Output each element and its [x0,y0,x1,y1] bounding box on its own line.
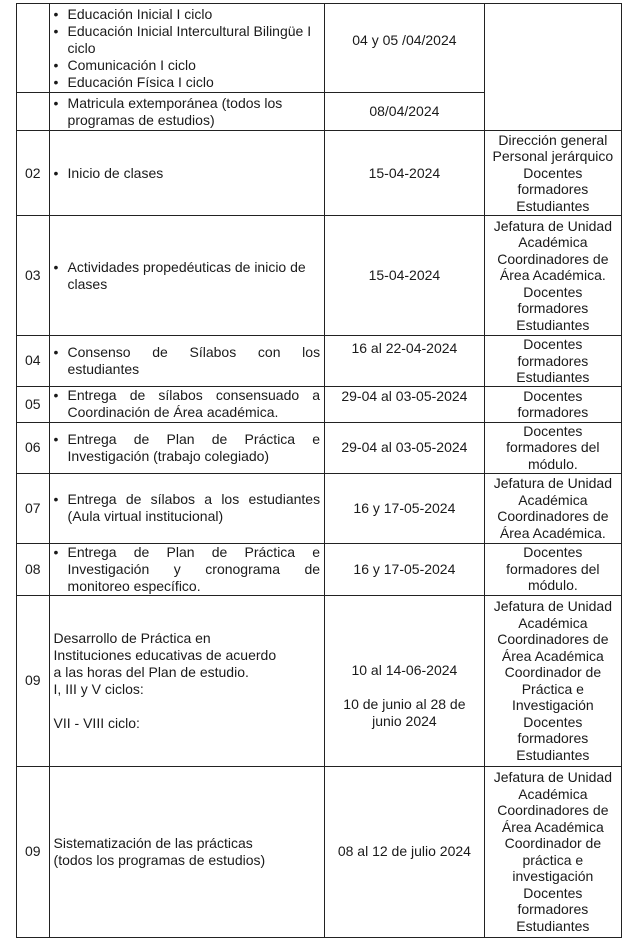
responsible-line: formadores [517,352,589,369]
table-row [17,336,622,387]
activity-cell [49,216,325,336]
responsible-line: Estudiantes [516,197,590,214]
row-number: 07 [17,473,50,543]
activity-cell [49,422,325,473]
date-cell: 16 y 17-05-2024 [325,543,485,595]
responsible-line: Académica [518,614,588,631]
activity-cell [49,386,325,422]
responsible-line: Estudiantes [516,316,590,333]
activity-line: VII - VIII ciclo: [53,714,140,731]
responsible-line: Coordinadores de [497,631,609,647]
table-row [17,595,622,766]
responsible-cell [484,595,621,766]
activity-item: • Entrega de sílabos a los estudiantes (Aula virtual institucional) [54,491,321,525]
responsible-cell [484,336,621,387]
activity-cell [49,543,325,595]
activity-line: I, III y V ciclos: [53,680,144,697]
table-row [17,216,622,336]
activity-cell [49,336,325,387]
date-cell: 16 y 17-05-2024 [325,473,485,543]
table-row [17,473,622,543]
schedule-table [16,3,622,938]
activity-cell [49,93,325,131]
responsible-line: Docentes [523,713,583,730]
responsible-line: Investigación [511,697,594,713]
table-row [17,4,622,93]
responsible-line: Coordinador de [504,835,602,851]
responsible-line: Jefatura de Unidad [493,769,612,785]
responsible-line: Coordinadores de [497,250,609,267]
activity-line: Instituciones educativas de acuerdo [53,646,277,663]
responsible-cell [484,422,621,473]
activity-item: • Educación Inicial Intercultural Bilingüe I ciclo [54,23,321,57]
responsible-line: Docentes [523,336,583,352]
responsible-line: práctica e [522,851,584,868]
activity-item: • Entrega de sílabos consensuado a Coordinación de Área académica. [54,387,321,421]
responsible-line: Jefatura de Unidad [493,217,612,234]
row-number [17,93,50,131]
responsible-line: Estudiantes [516,917,590,934]
responsible-line: formadores [517,300,589,317]
responsible-line: Jefatura de Unidad [493,598,612,614]
responsible-line: Académica [518,491,588,508]
responsible-cell [484,386,621,422]
activity-item: • Educación Física I ciclo [54,74,321,91]
responsible-line: Área Académica. [499,267,606,284]
activity-cell [49,4,325,93]
responsible-line: Estudiantes [516,746,590,763]
responsible-line: Área Académica. [499,524,606,541]
responsible-cell [484,4,621,131]
row-number: 04 [17,336,50,387]
responsible-cell [484,543,621,595]
responsible-line: Docentes [523,164,583,181]
date-cell: 08/04/2024 [325,93,485,131]
responsible-line: formadores [517,730,589,746]
table-row [17,131,622,216]
row-number: 05 [17,386,50,422]
responsible-line: Jefatura de Unidad [493,475,612,491]
date-cell: 04 y 05 /04/2024 [325,4,485,93]
responsible-line: Docentes [523,544,583,561]
responsible-line: Dirección general [498,131,608,148]
responsible-cell [484,216,621,336]
activity-item: • Inicio de clases [54,165,321,182]
responsible-line: Académica [518,785,588,802]
row-number [17,4,50,93]
responsible-line: formadores del [506,560,600,577]
date-line: 10 al 14-06-2024 [351,661,458,678]
responsible-line: formadores [517,404,589,420]
row-number: 08 [17,543,50,595]
activity-item: • Actividades propedéuticas de inicio de clases [54,259,321,293]
responsible-line: Estudiantes [516,369,590,385]
date-cell: 16 al 22-04-2024 [325,336,485,387]
activity-line [54,698,321,715]
responsible-line: Coordinador de [504,664,602,680]
activity-cell [49,766,325,937]
responsible-cell [484,473,621,543]
activity-cell [49,595,325,766]
table-row [17,422,622,473]
activity-cell [49,473,325,543]
date-cell: 29-04 al 03-05-2024 [325,422,485,473]
date-cell: 08 al 12 de julio 2024 [325,766,485,937]
responsible-line: Académica [518,234,588,251]
activity-item: • Entrega de Plan de Práctica e Investigación y cronograma de monitoreo específico. [54,544,321,595]
date-cell [325,595,485,766]
responsible-line: Coordinadores de [497,508,609,524]
table-row [17,766,622,937]
responsible-line: Personal jerárquico [492,148,614,165]
responsible-line: Área Académica [501,647,604,664]
responsible-line: Práctica e [521,680,584,697]
row-number: 03 [17,216,50,336]
row-number: 09 [17,595,50,766]
responsible-line: Docentes [523,422,583,439]
activity-line: Sistematización de las prácticas [53,834,253,851]
responsible-cell [484,131,621,216]
responsible-cell [484,766,621,937]
activity-line: (todos los programas de estudios) [53,851,266,868]
table-row [17,543,622,595]
row-number: 06 [17,422,50,473]
activity-item: • Consenso de Sílabos con los estudiantes [54,344,321,378]
responsible-line: investigación [512,868,594,884]
table-row [17,386,622,422]
responsible-line: formadores [517,901,589,917]
responsible-line: formadores del [506,439,600,456]
activity-item: • Matricula extemporánea (todos los programas de estudios) [54,95,321,129]
responsible-line: Docentes [523,283,583,300]
activity-cell [49,131,325,216]
date-line: 10 de junio al 28 de junio 2024 [343,695,466,729]
activity-line: Desarrollo de Práctica en [53,629,211,646]
responsible-line: módulo. [527,455,578,472]
activity-item: • Entrega de Plan de Práctica e Investigación (trabajo colegiado) [54,431,321,465]
responsible-line: formadores [517,181,589,198]
activity-line: a las horas del Plan de estudio. [53,663,249,680]
row-number: 02 [17,131,50,216]
date-spacer [329,679,480,696]
responsible-line: módulo. [527,577,578,594]
responsible-line: Área Académica [501,818,604,835]
date-cell: 15-04-2024 [325,216,485,336]
row-number: 09 [17,766,50,937]
activity-item: • Comunicación I ciclo [54,57,321,74]
date-cell: 15-04-2024 [325,131,485,216]
date-cell: 29-04 al 03-05-2024 [325,386,485,422]
responsible-line: Docentes [523,884,583,901]
activity-item: • Educación Inicial I ciclo [54,6,321,23]
responsible-line: Coordinadores de [497,802,609,818]
responsible-line: Docentes [523,387,583,404]
